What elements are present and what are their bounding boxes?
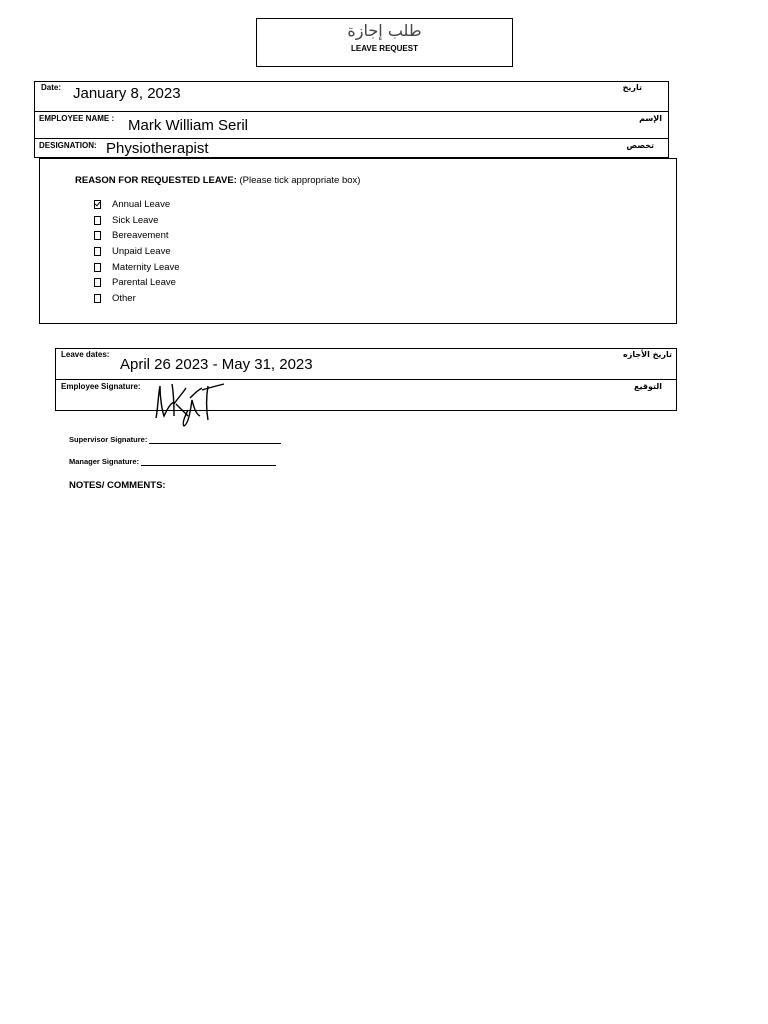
reason-title-note: (Please tick appropriate box) [236, 175, 361, 186]
option-label: Unpaid Leave [112, 246, 171, 257]
supervisor-signature-label: Supervisor Signature: [69, 435, 148, 444]
option-other[interactable] [94, 293, 136, 304]
designation-value[interactable]: Physiotherapist [106, 140, 209, 157]
date-label-arabic: تاريخ [622, 83, 642, 92]
employee-name-value[interactable]: Mark William Seril [128, 117, 248, 134]
date-label: Date: [41, 83, 62, 92]
option-label: Parental Leave [112, 277, 176, 288]
notes-label: NOTES/ COMMENTS: [69, 480, 166, 491]
leave-dates-label: Leave dates: [61, 350, 110, 359]
title-english: LEAVE REQUEST [351, 44, 418, 53]
employee-signature-label: Employee Signature: [61, 382, 141, 391]
option-maternity-leave[interactable] [94, 262, 180, 273]
option-sick-leave[interactable] [94, 215, 158, 226]
manager-signature-label: Manager Signature: [69, 457, 140, 466]
checkbox-icon[interactable] [94, 263, 101, 272]
reason-box [39, 158, 677, 324]
checkbox-checked-icon[interactable] [94, 200, 101, 209]
option-bereavement[interactable] [94, 230, 169, 241]
option-label: Maternity Leave [112, 262, 180, 273]
checkbox-icon[interactable] [94, 216, 101, 225]
supervisor-signature [69, 435, 281, 444]
leave-dates-value[interactable]: April 26 2023 - May 31, 2023 [120, 356, 313, 373]
checkbox-icon[interactable] [94, 231, 101, 240]
option-label: Sick Leave [112, 215, 159, 226]
checkbox-icon[interactable] [94, 278, 101, 287]
option-label: Other [112, 293, 136, 304]
checkbox-icon[interactable] [94, 247, 101, 256]
option-annual-leave[interactable] [94, 199, 170, 210]
manager-signature-line[interactable] [141, 464, 276, 466]
handwritten-signature [148, 378, 228, 430]
option-label: Bereavement [112, 230, 169, 241]
employee-name-row [34, 111, 669, 139]
designation-label-arabic: تخصص [626, 141, 654, 150]
designation-label: DESIGNATION: [39, 141, 97, 150]
employee-name-label: EMPLOYEE NAME : [39, 114, 115, 123]
checkbox-icon[interactable] [94, 294, 101, 303]
option-unpaid-leave[interactable] [94, 246, 171, 257]
leave-dates-label-arabic: تاريخ الأجازه [623, 350, 672, 359]
date-row [34, 81, 669, 112]
manager-signature [69, 457, 276, 466]
date-value[interactable]: January 8, 2023 [73, 85, 181, 102]
option-label: Annual Leave [112, 199, 171, 210]
designation-row [34, 138, 669, 158]
reason-title-bold: REASON FOR REQUESTED LEAVE: [75, 175, 237, 186]
reason-title [75, 175, 360, 186]
leave-dates-row [55, 348, 677, 380]
option-parental-leave[interactable] [94, 277, 176, 288]
employee-signature-label-arabic: التوقيع [634, 382, 662, 391]
employee-name-label-arabic: الإسم [639, 114, 662, 123]
title-arabic: طلب إجازة [347, 21, 422, 40]
title-box [256, 18, 513, 67]
supervisor-signature-line[interactable] [149, 442, 281, 444]
